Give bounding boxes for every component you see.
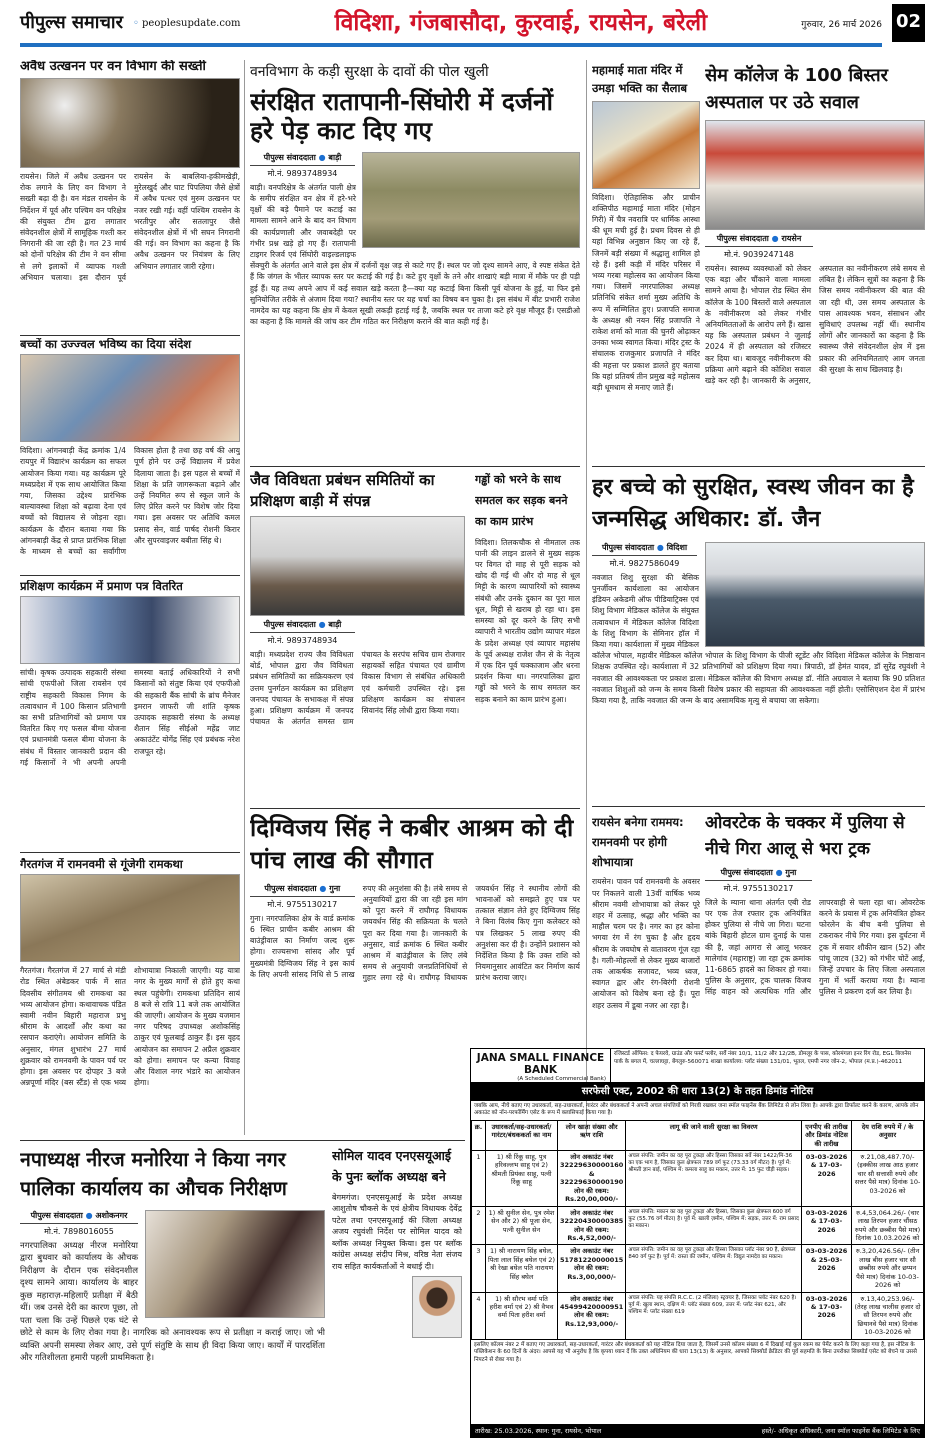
headline: सोमिल यादव एनएसयूआई के पुनः ब्लॉक अध्यक्ष बने <box>332 1148 452 1185</box>
headline: ओवरटेक के चक्कर में पुलिया से नीचे गिरा आलू से भरा ट्रक <box>705 813 905 860</box>
place: गुना <box>329 883 341 893</box>
notice-row <box>472 1292 924 1339</box>
article-body: गुना। नगरपालिका क्षेत्र के वार्ड क्रमांक 6 स्थित प्राचीन कबीर आश्रम की बाउंड्रीवाल का निर्माण जल्द शुरू होगा। राज्यसभा सांसद और पूर्व मुख्यमंत्री दिग्विजय सिंह ने इस कार्य के लिए अपनी सांसद निधि से 5 लाख रुपए की अनुशंसा की है। लंबे समय से अनुयायियों द्वारा की जा रही इस मांग को पूरा करने में राघौगढ़ विधायक जयवर्धन सिंह की सक्रियता के चलते पूरा कर दिया गया है। जानकारी के अनुसार, वार्ड क्रमांक 6 स्थित कबीर आश्रम में बाउंड्रीवाल के लिए लंबे समय से अनुयायी जनप्रतिनिधियों से गुहार लगा रहे थे। राघौगढ़ विधायक जयवर्धन सिंह ने स्थानीय लोगों की भावनाओं को समझते हुए पत्र पर तत्काल संज्ञान लेते हुए दिग्विजय सिंह ने बिना विलंब किए गुना कलेक्टर को पत्र लिखकर 5 लाख रुपए की अनुशंसा कर दी है। उन्होंने प्रशासन को निर्देशित किया है कि उक्त राशि को नियमानुसार आवंटित कर निर्माण कार्य प्रारंभ कराया जाए। <box>250 883 580 983</box>
hospital-photo <box>705 120 925 230</box>
article-body: विदिशा। तिलकचौक से नीमताल तक पानी की लाइन डालने से मुख्य सड़क पर विगत दो माह से पूरी सड़क को खोद दी गई थी और दो माह से धूल मिट्टी के कारण व्यापारियों को स्वास्थ्य संबंधी और उनके दुकान का पूरा माल धूल, मिट्टी से खराब हो रहा था। इस समस्या को दूर करने के लिए सभी व्यापारी ने भारतीय उद्योग व्यापार मंडल के प्रदेश अध्यक्ष एवं व्यापार महासंघ के पूर्व अध्यक्ष राजेश जैन से के नेतृत्व में एक दिन पूर्व चक्काजाम और धरना प्रदर्शन किया था। नगरपालिका द्वारा गड्ढों को भरने के साथ समतल कर सड़क बनाने का काम प्रारंभ हुआ। <box>475 537 580 704</box>
col-header: लोन खाता संख्या और ऋण राशि <box>558 1120 626 1150</box>
news-photo <box>20 596 240 664</box>
article-body: गैरतगंज। गैरतगंज में 27 मार्च से मंडी रोड स्थित अंबेडकर पार्क में सात दिवसीय संगीतमय श्री रामकथा का भव्य आयोजन होगा। कथावाचक पंडित स्वामी नवीन बिहारी महाराज प्रभु श्रीराम के आदर्शों और कथा का रसपान कराएंगे। आयोजन समिति के अनुसार, मंगल शुभारंभ 27 मार्च शुक्रवार को रामनवमी के पावन पर्व पर होगा। इस अवसर पर दोपहर 3 बजे अन्नपूर्णा मंदिर (बस स्टैंड) से एक भव्य शोभायात्रा निकाली जाएगी। यह यात्रा नगर के मुख्य मार्गों से होते हुए कथा स्थल पहुंचेगी। रामकथा प्रतिदिन सायं 8 बजे से रात्रि 11 बजे तक आयोजित की जाएगी। आयोजन के मुख्य यजमान नगर परिषद उपाध्यक्ष अशोकसिंह ठाकुर एवं फूलबाई ठाकुर हैं। इस वृहद आयोजन का समापन 2 अप्रैल शुक्रवार को होगा। समापन पर कन्या विवाह और विशाल नगर भंडारे का आयोजन होगा। <box>20 966 240 1088</box>
news-photo <box>20 78 240 168</box>
article-body: रायसेन। स्वास्थ्य व्यवस्थाओं को लेकर एक बड़ा और चौंकाने वाला मामला सामने आया है। भोपाल रोड स्थित सेम कॉलेज के 100 बिस्तरों वाले अस्पताल के नवीनीकरण को लेकर गंभीर अनियमितताओं के आरोप लगे हैं। खास यह कि अस्पताल प्रबंधन ने जुलाई 2024 में ही अस्पताल को रजिस्टर कर दिया था। बावजूद नवीनीकरण की प्रक्रिया आगे बढ़ाने की कोशिश सवाल खड़े कर रही है। जानकारी के अनुसार, अस्पताल का नवीनीकरण लंबे समय से लंबित है। लेकिन सूत्रों का कहना है कि जिस समय नवीनीकरण की बात की जा रही थी, उस समय अस्पताल के पास आवश्यक भवन, संसाधन और सुविधाएं उपलब्ध नहीं थीं। स्थानीय लोगों और जानकारों का कहना है कि स्वास्थ्य जैसे संवेदनशील क्षेत्र में इस प्रकार की अनियमितताएं आम जनता की सुरक्षा के साथ खिलवाड़ है। <box>705 264 925 386</box>
cell-account: लोन अकाउंट नंबर 32220430000385 लोन की रकम: Rs.4,52,000/- <box>558 1206 626 1245</box>
cell-security: अचल संपत्ति: जमीन का वह पूरा टुकड़ा और हिस्सा जिसका सर्वे नंबर 1422/मि-36 का एक भाग है, जिसका कुल क्षेत्रफल 789 वर्ग फुट (73.33 वर्ग मीटर) है। पूर्व में: श्रीमती ज्ञान बाई, पश्चिम में: कमला साहू का मकान, उत्तर में: 15 फुट चौड़ी सड़क। <box>626 1151 802 1207</box>
headline: गैरतगंज में रामनवमी से गूंजेगी रामकथा <box>20 858 183 871</box>
article-body: सांची। कृषक उत्पादक सहकारी संस्था सांची एफपीओ जिला रायसेन एवं राष्ट्रीय सहकारी विकास निगम के तत्वावधान में 100 किसान प्रतिभागी का सभी प्रतिभागियों को प्रमाण पत्र वितरित किए गए फसल बीमा योजना एवं प्रधानमंत्री फसल बीमा योजना के संबंध में विस्तार जानकारी प्रदान की गई किसानों ने भी अपनी अपनी समस्या बताई अधिकारियों ने सभी किसानों को संतुष्ट किया एवं एफपीओ की सहकारी बैंक सांची के ब्रांच मैनेजर इमरान जाफरी जी शांति कृषक उत्पादक सहकारी संस्था के अध्यक्ष शैतान सिंह सीईओ महेंद्र जाट अकाउंटेंट योगेंद्र सिंह एवं प्रबंधक नरेश राजपूत रहे। <box>20 668 240 767</box>
news-photo <box>20 354 240 442</box>
cell-account: लोन अकाउंट नंबर 32229630000160 & 32229630000190 लोन की रकम: Rs.20,00,000/- <box>558 1151 626 1207</box>
reporter-mobile: मो.नं. 9755130217 <box>267 899 338 909</box>
notice-intro: जबकि आप, नीचे बताए गए उधारकर्ता, सह-उधारकर्ता, गारंटर और बंधककर्ता ने अपनी अचल संपत्तियों को गिरवी रखकर जना स्मॉल फाइनेंस बैंक लिमिटेड से लोन लिया है। आपके द्वारा डिफॉल्ट करने के कारण, आपके लोन अकाउंट को नॉन-परफॉर्मिंग एसेट के रूप में क्लासिफाई किया गया है। <box>474 1102 919 1117</box>
article-avaidh-utkhanan <box>20 60 240 332</box>
cell-no: 1 <box>472 1151 486 1207</box>
somil-content <box>332 1192 462 1436</box>
divider <box>592 466 925 467</box>
notice-row <box>472 1151 924 1207</box>
masthead <box>20 4 925 42</box>
inspection-photo <box>145 1210 325 1318</box>
reporter: पीपुल्स संवाददाता <box>720 867 773 877</box>
cell-no: 2 <box>472 1206 486 1245</box>
place: विदिशा <box>666 542 688 552</box>
cell-dates: 03-03-2026 & 17-03-2026 <box>802 1151 852 1207</box>
reporter: पीपुल्स संवाददाता <box>263 152 316 162</box>
cell-due: रु.13,40,253.96/- (तेरह लाख चालीस हजार दो सौ तिरपन रुपये और छियानवे पैसे मात्र) दिनांक 10-03-2026 को <box>852 1292 924 1339</box>
cell-due: रु.3,20,426.56/- (तीन लाख बीस हजार चार सौ छब्बीस रुपये और छप्पन पैसे मात्र) दिनांक 10-03-2026 को <box>852 1245 924 1292</box>
reporter-mobile: मो.नं. 9039247148 <box>724 250 794 259</box>
article-body: बाड़ी। वनपरिक्षेत्र के अंतर्गत पाली क्षेत्र के समीप संरक्षित वन क्षेत्र में हरे-भरे वृक्षों की बड़े पैमाने पर कटाई का मामला सामने आने के बाद वन विभाग की कार्यप्रणाली और जवाबदेही पर गंभीर प्रश्न खड़े हो गए हैं। रातापानी टाइगर रिजर्व एवं सिंघोरी वाइल्डलाइफ सेंक्चुरी के अंतर्गत आने वाले इस क्षेत्र में दर्जनों वृक्ष जड़ से काटे गए हैं। स्थल पर जो दृश्य सामने आए, वे स्पष्ट संकेत देते हैं कि जंगल के भीतर व्यापक स्तर पर कटाई की गई है। कटे हुए वृक्षों के तने और शाखाएं बड़ी मात्रा में मौके पर ही पड़ी हुई हैं। यह तथ्य अपने आप में कई सवाल खड़े करता है—क्या यह कटाई बिना किसी पूर्व योजना के हुई, या फिर इसे सुनियोजित तरीके से अंजाम दिया गया? स्थानीय स्तर पर यह चर्चा का विषय बन चुका है। इस संबंध में बीट प्रभारी राजेश नामदेव का यह कहना कि क्षेत्र में केवल सूखी लकड़ी हटाई गई है, जबकि स्थल पर ताजा कटे हरे वृक्ष मौजूद हैं। एसडीओ का कहना है कि मामले की जांच कर टीम गठित कर निरीक्षण कराने की बात कही गई है। <box>250 182 580 327</box>
article-body: नवजात शिशु सुरक्षा की बेसिक पुनर्जीवन कार्यशाला का आयोजन इंडियन अकेडमी ऑफ पीडियाट्रिक्स एवं शिशु विभाग मेडिकल कॉलेज के संयुक्त तत्वावधान में मेडिकल कॉलेज विदिशा के शिशु विभाग के सेमिनार हॉल में किया गया। कार्यशाला में मुख्य मेडिकल कॉलेज भोपाल, महावीर मेडिकल कॉलेज भोपाल के शिशु विभाग के पीजी स्टूडेंट और विदिशा मेडिकल कॉलेज के निष्ठावान शिक्षक उपस्थित रहे। कार्यशाला में 32 प्रतिभागियों को प्रशिक्षण दिया गया। त्रिपाठी, डॉ हेमंत यादव, डॉ सुरेंद्र रघुवंशी ने नवजात की आवश्यकता पर प्रकाश डाला। मेडिकल कॉलेज की विभाग अध्यक्ष डॉ. नीति अग्रवाल ने बताया कि 90 प्रतिशत नवजात शिशुओं को जन्म के समय किसी विशेष प्रकार की सहायता की आवश्यकता नहीं होती। एसोसिएशन देश में प्रारंभ किया गया है, ताकि नवजात की जन्म के बाद असामयिक मृत्यु से बचाया जा सकेगा। <box>592 572 925 706</box>
place: अशोकनगर <box>95 1210 128 1220</box>
cell-dates: 03-03-2026 & 17-03-2026 <box>802 1206 852 1245</box>
notice-row <box>472 1245 924 1292</box>
globe-icon: ◦ <box>132 17 139 29</box>
reporter-mobile: मो.नं. 9893748934 <box>267 168 338 178</box>
column-divider <box>244 60 245 1135</box>
cell-dates: 03-03-2026 & 25-03-2026 <box>802 1245 852 1292</box>
article-body: बाड़ी। मध्यप्रदेश राज्य जैव विविधता बोर्ड, भोपाल द्वारा जैव विविधता प्रबंधन समितियों का सक्रियकरण एवं उत्तम पुनर्गठन कार्यक्रम का प्रशिक्षण जनपद पंचायत के सभाकक्ष में संपन्न हुआ। प्रशिक्षण कार्यक्रम में जनपद पंचायत के अंतर्गत समस्त ग्राम पंचायत के सरपंच सचिव ग्राम रोजगार सहायकों सहित पंचायत एवं ग्रामीण विकास विभाग से संबंधित अधिकारी एवं कर्मचारी उपस्थित रहे। इस प्रशिक्षण कार्यक्रम का संचालन सिवानंद सिंह लोधी द्वारा किया गया। <box>250 650 465 727</box>
article-truck: ओवरटेक के चक्कर में पुलिया से नीचे गिरा आलू से भरा ट्रक पीपुल्स संवाददाता ● गुना मो.नं. 9755130217 जिले के म्याना थाना अंतर्गत एबी रोड पर एक तेज रफ्तार ट्रक अनियंत्रित होकर पुलिया से नीचे जा गिरा। घटना बांके बिहारी होटल ग्राम दुनाई के पास की है, जहां आगरा से आलू भरकर मालेगांव (महाराष्ट्र) जा रहा ट्रक क्रमांक 11-6865 हादसे का शिकार हो गया। पुलिस के अनुसार, ट्रक चालक विजय सिंह वाहन को अत्यधिक गति और लापरवाही से चला रहा था। ओवरटेक करने के प्रयास में ट्रक अनियंत्रित होकर फोरलेन के बीच बनी पुलिया से टकराकर नीचे गिर गया। इस दुर्घटना में ट्रक में सवार शौकीन खान (52) और पांचू जाटव (32) को गंभीर चोटें आईं, जिन्हें उपचार के लिए जिला अस्पताल गुना में भर्ती कराया गया है। म्याना पुलिस ने प्रकरण दर्ज कर लिया है। <box>705 810 925 1042</box>
headline: सेम कॉलेज के 100 बिस्तर अस्पताल पर उठे सवाल <box>705 65 889 113</box>
article-certificate <box>20 580 240 848</box>
cell-name: 1) श्री सौरभ वर्मा पति हरीश वर्मा एवं 2) श्री वैभव वर्मा पिता हरीश वर्मा <box>486 1292 558 1339</box>
notice-footer-text: इसलिए कॉलम नंबर 2 में बताए गए उधारकर्ता, सह-उधारकर्ता, गारंटर और बंधककर्ता को यह नोटिस दिया जाता है, जिसमें उनसे कॉलम संख्या 6 में दिखाई गई कुल रकम का पेमेंट करने के लिए कहा गया है, इस नोटिस के पब्लिकेशन के 60 दिनों के अंदर। आपसे यह भी अनुरोध है कि कृपया ध्यान दें कि उक्त अधिनियम की धारा 13(13) के अनुसार, आपको सिक्योर्ड क्रेडिटर की पूर्व सहमति के बिना उपरोक्त सिक्योर्ड एसेट को बेचने या उससे निपटने से रोका गया है। <box>474 1341 917 1363</box>
reporter-mobile: मो.नं. 9893748934 <box>267 636 338 645</box>
training-photo <box>250 516 465 616</box>
lead-article <box>250 62 580 462</box>
headline: हर बच्चे को सुरक्षित, स्वस्थ जीवन का है जन्मसिद्ध अधिकार: डॉ. जैन <box>592 475 914 532</box>
jain-content <box>592 542 925 802</box>
article-sem-college: सेम कॉलेज के 100 बिस्तर अस्पताल पर उठे सवाल पीपुल्स संवाददाता ● रायसेन मो.नं. 9039247148 रायसेन। स्वास्थ्य व्यवस्थाओं को लेकर एक बड़ा और चौंकाने वाला मामला सामने आया है। भोपाल रोड स्थित सेम कॉलेज के 100 बिस्तरों वाले अस्पताल के नवीनीकरण को लेकर गंभीर अनियमितताओं के आरोप लगे हैं। खास यह कि अस्पताल प्रबंधन ने जुलाई 2024 में ही अस्पताल को रजिस्टर कर दिया था। बावजूद नवीनीकरण की प्रक्रिया आगे बढ़ाने की कोशिश सवाल खड़े कर रही है। जानकारी के अनुसार, अस्पताल का नवीनीकरण लंबे समय से लंबित है। लेकिन सूत्रों का कहना है कि जिस समय नवीनीकरण की बात की जा रही थी, उस समय अस्पताल के पास आवश्यक भवन, संसाधन और सुविधाएं उपलब्ध नहीं थीं। स्थानीय लोगों और जानकारों का कहना है कि स्वास्थ्य जैसे संवेदनशील क्षेत्र में इस प्रकार की अनियमितताएं आम जनता की सुरक्षा के साथ खिलवाड़ है। <box>705 62 925 460</box>
news-photo <box>20 874 240 962</box>
headline: रायसेन बनेगा राममय: रामनवमी पर होगी शोभायात्रा <box>592 815 684 870</box>
place: बाड़ी <box>328 620 342 629</box>
cell-name: 1) श्री सुनील सेन, पुत्र रमेश सेन और 2) श्री पूजा सेन, पत्नी सुनील सेन <box>486 1206 558 1245</box>
jain-byline: पीपुल्स संवाददाता ● विदिशा मो.नं. 9827586049 <box>592 542 925 569</box>
issue-date: गुरुवार, 26 मार्च 2026 <box>801 19 882 30</box>
bank-demand-notice <box>470 1048 925 1438</box>
cell-due: रु.4,53,064.26/- (चार लाख तिरपन हजार चौंसठ रुपये और छब्बीस पैसे मात्र) दिनांक 10.03.2026 को <box>852 1206 924 1245</box>
headline: दिग्विजय सिंह ने कबीर आश्रम को दी पांच लाख की सौगात <box>250 814 574 875</box>
cell-account: लोन अकाउंट नंबर 45499420000951 लोन की रकम: Rs.12,93,000/- <box>558 1292 626 1339</box>
headline: जैव विविधता प्रबंधन समितियों का प्रशिक्षण बाड़ी में संपन्न <box>250 471 435 510</box>
reporter-mobile: मो.नं. 9755130217 <box>723 883 794 893</box>
edition-title: विदिशा, गंजबासौदा, कुरवाई, रायसेन, बरेली <box>334 9 708 36</box>
divider <box>20 852 240 853</box>
article-body: रायसेन। जिले में अवैध उत्खनन पर रोक लगाने के लिए वन विभाग ने सख्ती बढ़ा दी है। वन मंडल रायसेन के निर्देशन में पूर्व और पश्चिम वन परिक्षेत्र की संयुक्त टीम द्वारा लगातार संवेदनशील क्षेत्रों में सामूहिक गश्ती कर निगरानी की जा रही है। गत 23 मार्च को दोनों परिक्षेत्र की टीम ने वन सीमा से लगे इलाकों में व्यापक गश्ती अभियान चलाया। इस दौरान पूर्व रायसेन के बाबलिया-हकीमखेड़ी, मुरेलखुर्द और घाट पिपलिया जैसे क्षेत्रों में अवैध पत्थर एवं मुरुम उत्खनन पर नजर रखी गई। वहीं पश्चिम रायसेन के भरतीपुर और सतलापुर जैसे संवेदनशील क्षेत्रों में भी सघन निगरानी की गई। वन विभाग का कहना है कि अवैध उत्खनन पर नियंत्रण के लिए अभियान लगातार जारी रहेगा। <box>20 171 240 282</box>
article-mahamai <box>592 62 700 460</box>
kicker: वनविभाग के कड़ी सुरक्षा के दावों की पोल खुली <box>250 64 489 80</box>
notice-table <box>471 1120 924 1340</box>
notice-signature: हस्ते/- अधिकृत अधिकारी, जना स्मॉल फाइनेंस बैंक लिमिटेड के लिए <box>761 1427 920 1435</box>
nirikshan-content <box>20 1210 325 1436</box>
col-header: एनपीए की तारीख और डिमांड नोटिस की तारीख <box>802 1120 852 1150</box>
divider <box>250 466 580 467</box>
digvijay-byline: पीपुल्स संवाददाता ● गुना मो.नं. 9755130217 <box>250 883 355 910</box>
bank-address: रजिस्टर्ड ऑफिस: द फेयरवे, ग्राउंड और फर्स्ट फ्लोर, सर्वे नंबर 10/1, 11/2 और 12/2B, डोमलूर के पास, कोरमंगला इनर रिंग रोड, EGL बिजनेस पार्क के बगल में, चल्लाघट्टा, बेंगलुरु-560071 शाखा कार्यालय: प्लॉट संख्या 131/01, भूतल, एमपी नगर जोन-2, भोपाल (म.प्र.)-462011 <box>614 1051 912 1065</box>
article-body: विदिशा। आंगनबाड़ी केंद्र क्रमांक 1/4 रायपुर में विद्यारंभ कार्यक्रम का सफल आयोजन किया गया। यह कार्यक्रम पूरे मध्यप्रदेश में एक साथ आयोजित किया गया, जिसका उद्देश्य प्रारंभिक बाल्यावस्था शिक्षा को बढ़ावा देना एवं बच्चों को विद्यालय से जोड़ना रहा। कार्यक्रम के दौरान बताया गया कि आंगनबाड़ी केंद्र से प्राप्त प्रारंभिक शिक्षा के माध्यम से बच्चों का सर्वांगीण विकास होता है तथा छह वर्ष की आयु पूर्ण होने पर उन्हें विद्यालय में प्रवेश दिलाया जाता है। इस पहल से बच्चों में शिक्षा के प्रति जागरूकता बढ़ाने और उन्हें नियमित रूप से स्कूल जाने के लिए प्रेरित करने पर विशेष जोर दिया गया। इस अवसर पर अतिथि कमल प्रसाद सेन, वार्ड पार्षद रोशनी किरार और सुपरवाइजर बबीता सिंह थे। <box>20 446 240 557</box>
reporter-mobile: मो.नं. 9827586049 <box>609 558 680 568</box>
reporter: पीपुल्स संवाददाता <box>264 883 317 893</box>
col-header: उधारकर्ता/सह-उधारकर्ता/गारंटर/बंधककर्ता का नाम <box>486 1120 558 1150</box>
cell-security: अचल संपत्ति: जमीन का वह पूरा टुकड़ा और हिस्सा जिसका प्लॉट नंबर 90 है, क्षेत्रफल 840 वर्ग फुट है। पूर्व में: रास्ता की जमीन, पश्चिम में: विद्युत नामदेव का मकान। <box>626 1245 802 1292</box>
cell-due: रु.21,08,487.70/- (इक्कीस लाख आठ हजार चार सौ सत्तासी रुपये और सत्तर पैसे मात्र) दिनांक 10-03-2026 को <box>852 1151 924 1207</box>
notice-title: सरफेसी एक्ट, 2002 की धारा 13(2) के तहत डिमांड नोटिस <box>471 1083 924 1101</box>
col-header: क्र. <box>472 1120 486 1150</box>
reporter: पीपुल्स संवाददाता <box>263 620 316 629</box>
article-body: जिले के म्याना थाना अंतर्गत एबी रोड पर एक तेज रफ्तार ट्रक अनियंत्रित होकर पुलिया से नीचे जा गिरा। घटना बांके बिहारी होटल ग्राम दुनाई के पास की है, जहां आगरा से आलू भरकर मालेगांव (महाराष्ट्र) जा रहा ट्रक क्रमांक 11-6865 हादसे का शिकार हो गया। पुलिस के अनुसार, ट्रक चालक विजय सिंह वाहन को अत्यधिक गति और लापरवाही से चला रहा था। ओवरटेक करने के प्रयास में ट्रक अनियंत्रित होकर फोरलेन के बीच बनी पुलिया से टकराकर नीचे गिर गया। इस दुर्घटना में ट्रक में सवार शौकीन खान (52) और पांचू जाटव (32) को गंभीर चोटें आईं, जिन्हें उपचार के लिए जिला अस्पताल गुना में भर्ती कराया गया है। म्याना पुलिस ने प्रकरण दर्ज कर लिया है। <box>705 897 925 997</box>
cell-security: अचल संपत्ति: मकान का वह पूरा टुकड़ा और हिस्सा, जिसका कुल क्षेत्रफल 600 वर्ग फुट (55.76 वर्ग मीटर) है। पूर्व में: खाली ज़मीन, पश्चिम में: सड़क, उत्तर में: राम प्रसाद का मकान। <box>626 1206 802 1245</box>
reporter: पीपुल्स संवाददाता <box>716 234 769 243</box>
article-anganwadi <box>20 338 240 572</box>
url-text: peoplesupdate.com <box>142 17 241 29</box>
cell-no: 3 <box>472 1245 486 1292</box>
divider <box>20 575 240 576</box>
lead-content <box>250 152 580 462</box>
article-body: नगरपालिका अध्यक्ष नीरज मनोरिया द्वारा बुधवार को कार्यालय के औचक निरीक्षण के दौरान एक संवेदनशील दृश्य सामने आया। कार्यालय के बाहर कुछ महाराज़-महिलाएँ प्रतीक्षा में बैठी थीं। जब उनसे देरी का कारण पूछा, तो पता चला कि उन्हें पिछले एक घंटे से छोटे से काम के लिए रोका गया है। नागरिक को अनावश्यक रूप से प्रतीक्षा न कराई जाए। जो भी व्यक्ति अपनी समस्या लेकर आए, उसे पूर्ण संतुष्टि के साथ ही विदा किया जाए। कार्यों में पारदर्शिता और गतिशीलता हमारी पहली प्राथमिकता है। <box>20 1240 325 1363</box>
notice-row <box>472 1206 924 1245</box>
cell-account: लोन अकाउंट नंबर 51781220000015 लोन की रकम: Rs.3,00,000/- <box>558 1245 626 1292</box>
divider <box>20 1140 465 1141</box>
headline: अवैध उत्खनन पर वन विभाग की सख्ती <box>20 60 206 74</box>
website-url[interactable] <box>133 18 241 29</box>
headline: संरक्षित रातापानी-सिंघोरी में दर्जनों हरे पेड़ काट दिए गए <box>250 87 553 146</box>
page-number: 02 <box>892 4 925 42</box>
temple-photo <box>592 101 700 189</box>
col-header: देय राशि रुपये में / के अनुसार <box>852 1120 924 1150</box>
article-body: बेगमगंज। एनएसयूआई के प्रदेश अध्यक्ष आशुतोष चौकसे के एवं क्षेत्रीय विधायक देवेंद्र पटेल तथा एनएसयूआई की जिला अध्यक्ष अजय रघुवंशी निर्देश पर सोमिल यादव को ब्लॉक अध्यक्ष नियुक्त किया। इस पर ब्लॉक कांग्रेस अध्यक्ष संदीप मिश्र, वरिष्ठ नेता संजय राय सहित कार्यकर्ताओं ने बधाई दी। <box>332 1192 462 1271</box>
headline: गड्ढों को भरने के साथ समतल कर सड़क बनने का काम प्रारंभ <box>475 473 568 528</box>
portrait-photo <box>412 1276 462 1338</box>
bank-name: JANA SMALL FINANCE BANK <box>476 1052 605 1077</box>
bank-subtitle: (A Scheduled Commercial Bank) <box>517 1076 606 1083</box>
place: रायसेन <box>781 234 802 243</box>
article-dr-jain <box>592 472 925 802</box>
cell-name: 1) श्री नारायण सिंह बघेल, पिता लाल सिंह बघेल एवं 2) श्री रेखा बघेल पति नारायण सिंह बघेल <box>486 1245 558 1292</box>
workshop-group-photo <box>705 542 925 647</box>
divider <box>592 806 925 807</box>
col-header: लागू की जाने वाली सुरक्षा का विवरण <box>626 1120 802 1150</box>
cell-name: 1) श्री रिंकू साहू, पुत्र हरिवल्लभ साहू एवं 2) श्रीमती प्रियंका साहू, पत्नी रिंकू साहू <box>486 1151 558 1207</box>
headline: बच्चों का उज्ज्वल भविष्य का दिया संदेश <box>20 338 192 351</box>
headline: नपाध्यक्ष नीरज मनोरिया ने किया नगर पालिका कार्यालय का औचक निरीक्षण <box>20 1148 287 1201</box>
lead-byline: पीपुल्स संवाददाता ● बाड़ी मो.नं. 9893748934 <box>250 152 580 179</box>
divider <box>20 335 240 336</box>
headline: महामाई माता मंदिर में उमड़ा भक्ति का सैलाब <box>592 63 688 95</box>
headline: प्रशिक्षण कार्यक्रम में प्रमाण पत्र वितरित <box>20 580 183 593</box>
notice-date-place: तारीख: 25.03.2026, स्थान: गुना, रायसेन, भोपाल <box>475 1427 602 1435</box>
forest-photo <box>362 152 580 248</box>
nirikshan-byline: पीपुल्स संवाददाता ● अशोकनगर मो.नं. 7898016055 <box>20 1210 325 1237</box>
article-body: विदिशा। ऐतिहासिक और प्राचीन शक्तिपीठ महामाई माता मंदिर (मोहन गिरी) में चैत्र नवरात्रि पर धार्मिक आस्था की धूम मची हुई है। प्रथम दिवस से ही यहां विभिन्न अनुष्ठान किए जा रहे हैं, जिनमें बड़ी संख्या में श्रद्धालु शामिल हो रहे हैं। इसी कड़ी में मंदिर परिसर में भव्य गरबा महोत्सव का आयोजन किया गया। जिसमें नगरपालिका अध्यक्ष प्रतिनिधि संकेत शर्मा मुख्य अतिथि के रूप में सम्मिलित हुए। प्रजापति समाज के अध्यक्ष श्री नयन सिंह प्रजापति ने राकेश शर्मा को माता की चुनरी ओढ़ाकर उनका भव्य स्वागत किया। मंदिर ट्रस्ट के संचालक राजकुमार प्रजापति ने मंदिर की महत्ता पर प्रकाश डालते हुए बताया कि यहां प्रतिवर्ष तीन प्रमुख बड़े महोत्सव बड़ी धूमधाम से मनाए जाते हैं। <box>592 192 700 393</box>
reporter: पीपुल्स संवाददाता <box>601 542 655 552</box>
newspaper-logo: पीपुल्स समाचार <box>20 11 123 33</box>
cell-security: अचल संपत्ति: यह संपत्ति R.C.C. (2 मंजिला) स्ट्रक्चर है, जिसका प्लॉट नंबर 620 है। पूर्व में: खुला स्थान, दक्षिण में: प्लॉट संख्या 609, उत्तर में: प्लॉट नंबर 621, और पश्चिम में: प्लॉट संख्या 619 <box>626 1292 802 1339</box>
article-ramkatha <box>20 858 240 1136</box>
article-raisen-ramnavmi <box>592 812 700 1042</box>
article-jaiv-vividhta: जैव विविधता प्रबंधन समितियों का प्रशिक्षण बाड़ी में संपन्न पीपुल्स संवाददाता ● बाड़ी मो.नं. 9893748934 बाड़ी। मध्यप्रदेश राज्य जैव विविधता बोर्ड, भोपाल द्वारा जैव विविधता प्रबंधन समितियों का सक्रियकरण एवं उत्तम पुनर्गठन कार्यक्रम का प्रशिक्षण जनपद पंचायत के सभाकक्ष में संपन्न हुआ। प्रशिक्षण कार्यक्रम में जनपद पंचायत के अंतर्गत समस्त ग्राम पंचायत के सरपंच सचिव ग्राम रोजगार सहायकों सहित पंचायत एवं ग्रामीण विकास विभाग से संबंधित अधिकारी एवं कर्मचारी उपस्थित रहे। इस प्रशिक्षण कार्यक्रम का संचालन सिवानंद सिंह लोधी द्वारा किया गया। <box>250 470 465 802</box>
place: बाड़ी <box>328 152 342 162</box>
divider <box>250 808 580 809</box>
reporter: पीपुल्स संवाददाता <box>30 1210 83 1220</box>
column-divider <box>586 60 587 1135</box>
reporter-mobile: मो.नं. 7898016055 <box>44 1226 114 1236</box>
header-rule <box>20 43 882 47</box>
article-nirikshan <box>20 1145 325 1435</box>
cell-dates: 03-03-2026 & 17-03-2026 <box>802 1292 852 1339</box>
article-somil <box>332 1145 462 1435</box>
article-gaddhe <box>475 470 580 802</box>
cell-no: 4 <box>472 1292 486 1339</box>
article-body: रायसेन। पावन पर्व रामनवमी के अवसर पर निकलने वाली 13वीं वार्षिक भव्य श्रीराम नवमी शोभायात्रा को लेकर पूरे शहर में उत्साह, श्रद्धा और भक्ति का माहौल चरम पर है। नगर का हर कोना भगवा रंग में रंग चुका है और हृदय श्रीराम के जयघोष से वातावरण गूंज रहा है। गली-मोहल्लों से लेकर मुख्य बाजारों तक आकर्षक सजावट, भव्य ध्वज, स्वागत द्वार और रंग-बिरंगी रोशनी आयोजन को विशेष बना रहे हैं। पूरा शहर उत्सव में डूबा नजर आ रहा है। <box>592 877 700 1010</box>
place: गुना <box>785 867 797 877</box>
